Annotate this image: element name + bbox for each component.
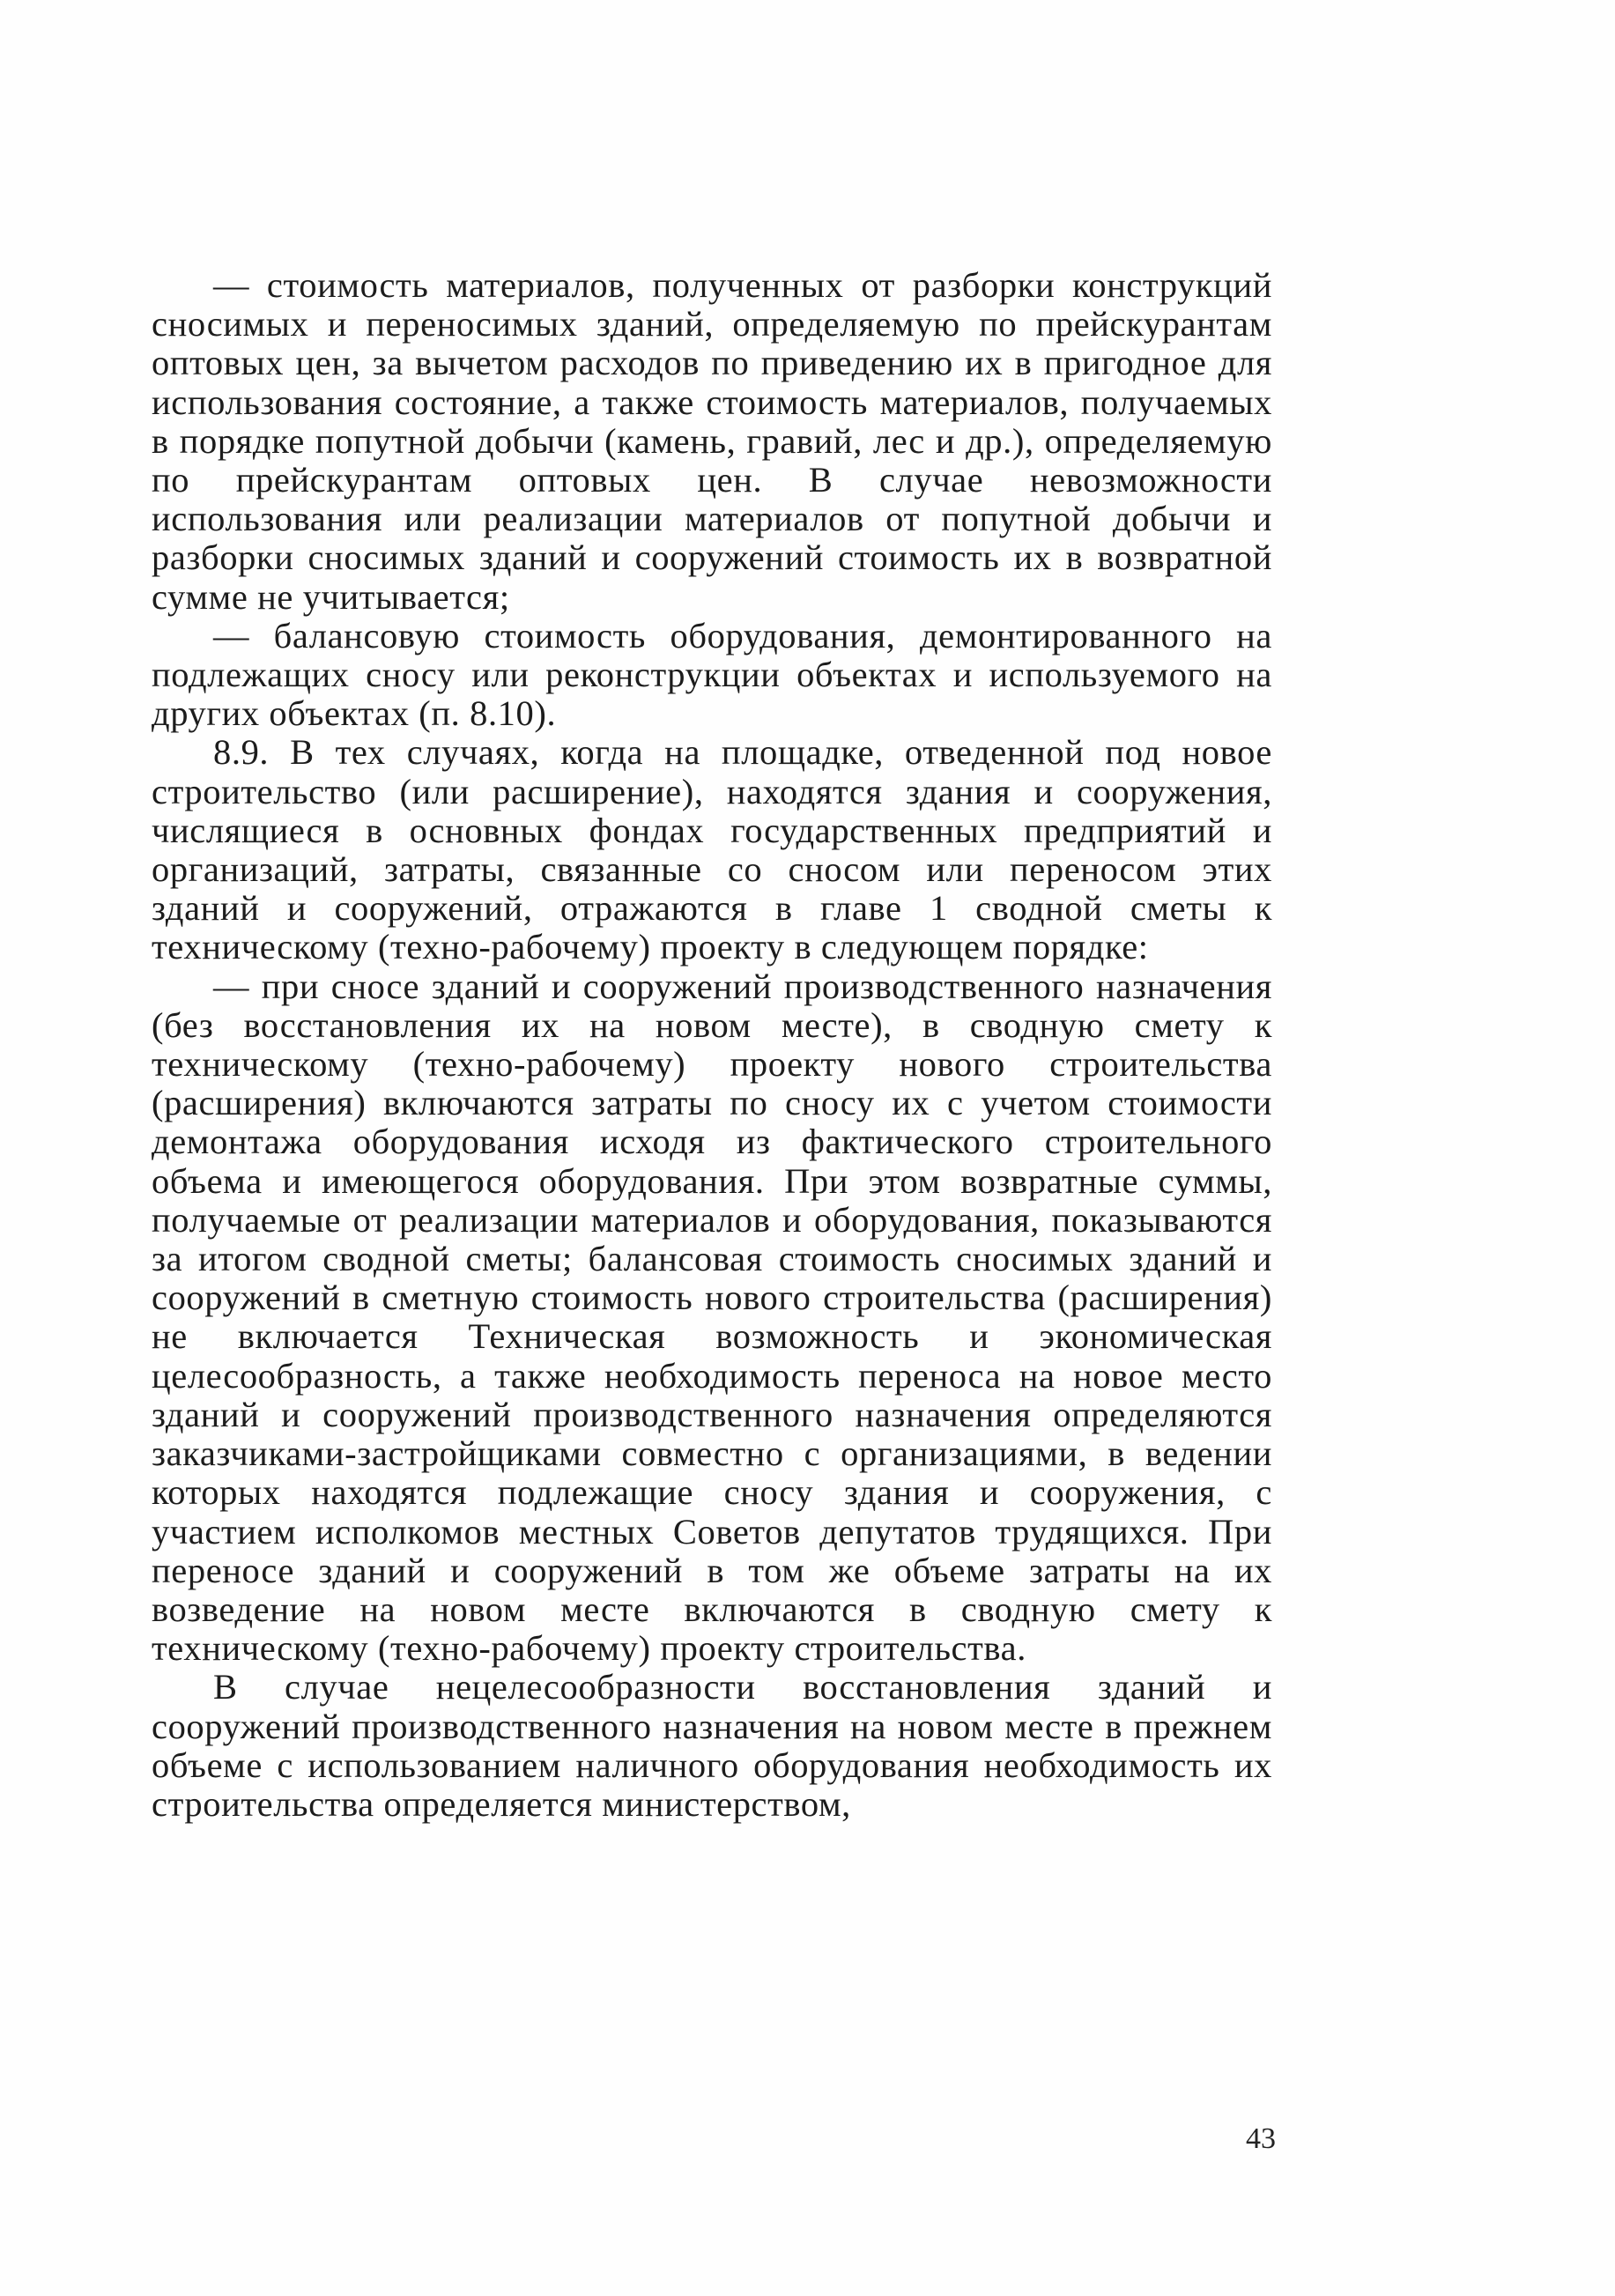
page-number: 43 — [1246, 2122, 1276, 2155]
paragraph-equipment-balance: — балансовую стоимость оборудования, демонтированного на подлежащих сносу или реконструкции объектах и используемого на других объектах (п. 8.10). — [152, 615, 1272, 734]
paragraph-inexpedient-restoration: В случае нецелесообразности восстановления зданий и сооружений производственного назначения на новом месте в прежнем объеме с использованием наличного оборудования необходимость их строительства определяется министерством, — [152, 1667, 1272, 1824]
body-text — [152, 266, 1272, 1824]
paragraph-materials-cost: — стоимость материалов, полученных от разборки конструкций сносимых и переносимых зданий, определяемую по прейскурантам оптовых цен, за вычетом расходов по приведению их в пригодное для использования состояние, а также стоимость материалов, получаемых в порядке попутной добычи (камень, гравий, лес и др.), определяемую по прейскурантам оптовых цен. В случае невозможности использования или реализации материалов от попутной добычи и разборки сносимых зданий и сооружений стоимость их в возвратной сумме не учитывается; — [152, 265, 1272, 617]
paragraph-demolition-production: — при сносе зданий и сооружений производственного назначения (без восстановления их на новом месте), в сводную смету к техническому (техно-рабочему) проекту нового строительства (расширения) включаются затраты по сносу их с учетом стоимости демонтажа оборудования исходя из фактического строительного объема и имеющегося оборудования. При этом возвратные суммы, получаемые от реализации материалов и оборудования, показываются за итогом сводной сметы; балансовая стоимость сносимых зданий и сооружений в сметную стоимость нового строительства (расширения) не включается Техническая возможность и экономическая целесообразность, а также необходимость переноса на новое место зданий и сооружений производственного назначения определяются заказчиками-застройщиками совместно с организациями, в ведении которых находятся подлежащие сносу здания и сооружения, с участием исполкомов местных Советов депутатов трудящихся. При переносе зданий и сооружений в том же объеме затраты на их возведение на новом месте включаются в сводную смету к техническому (техно-рабочему) проекту строительства. — [152, 966, 1272, 1669]
paragraph-section-8-9: 8.9. В тех случаях, когда на площадке, отведенной под новое строительство (или расширение), находятся здания и сооружения, числящиеся в основных фондах государственных предприятий и организаций, затраты, связанные со сносом или переносом этих зданий и сооружений, отражаются в главе 1 сводной сметы к техническому (техно-рабочему) проекту в следующем порядке: — [152, 732, 1272, 967]
